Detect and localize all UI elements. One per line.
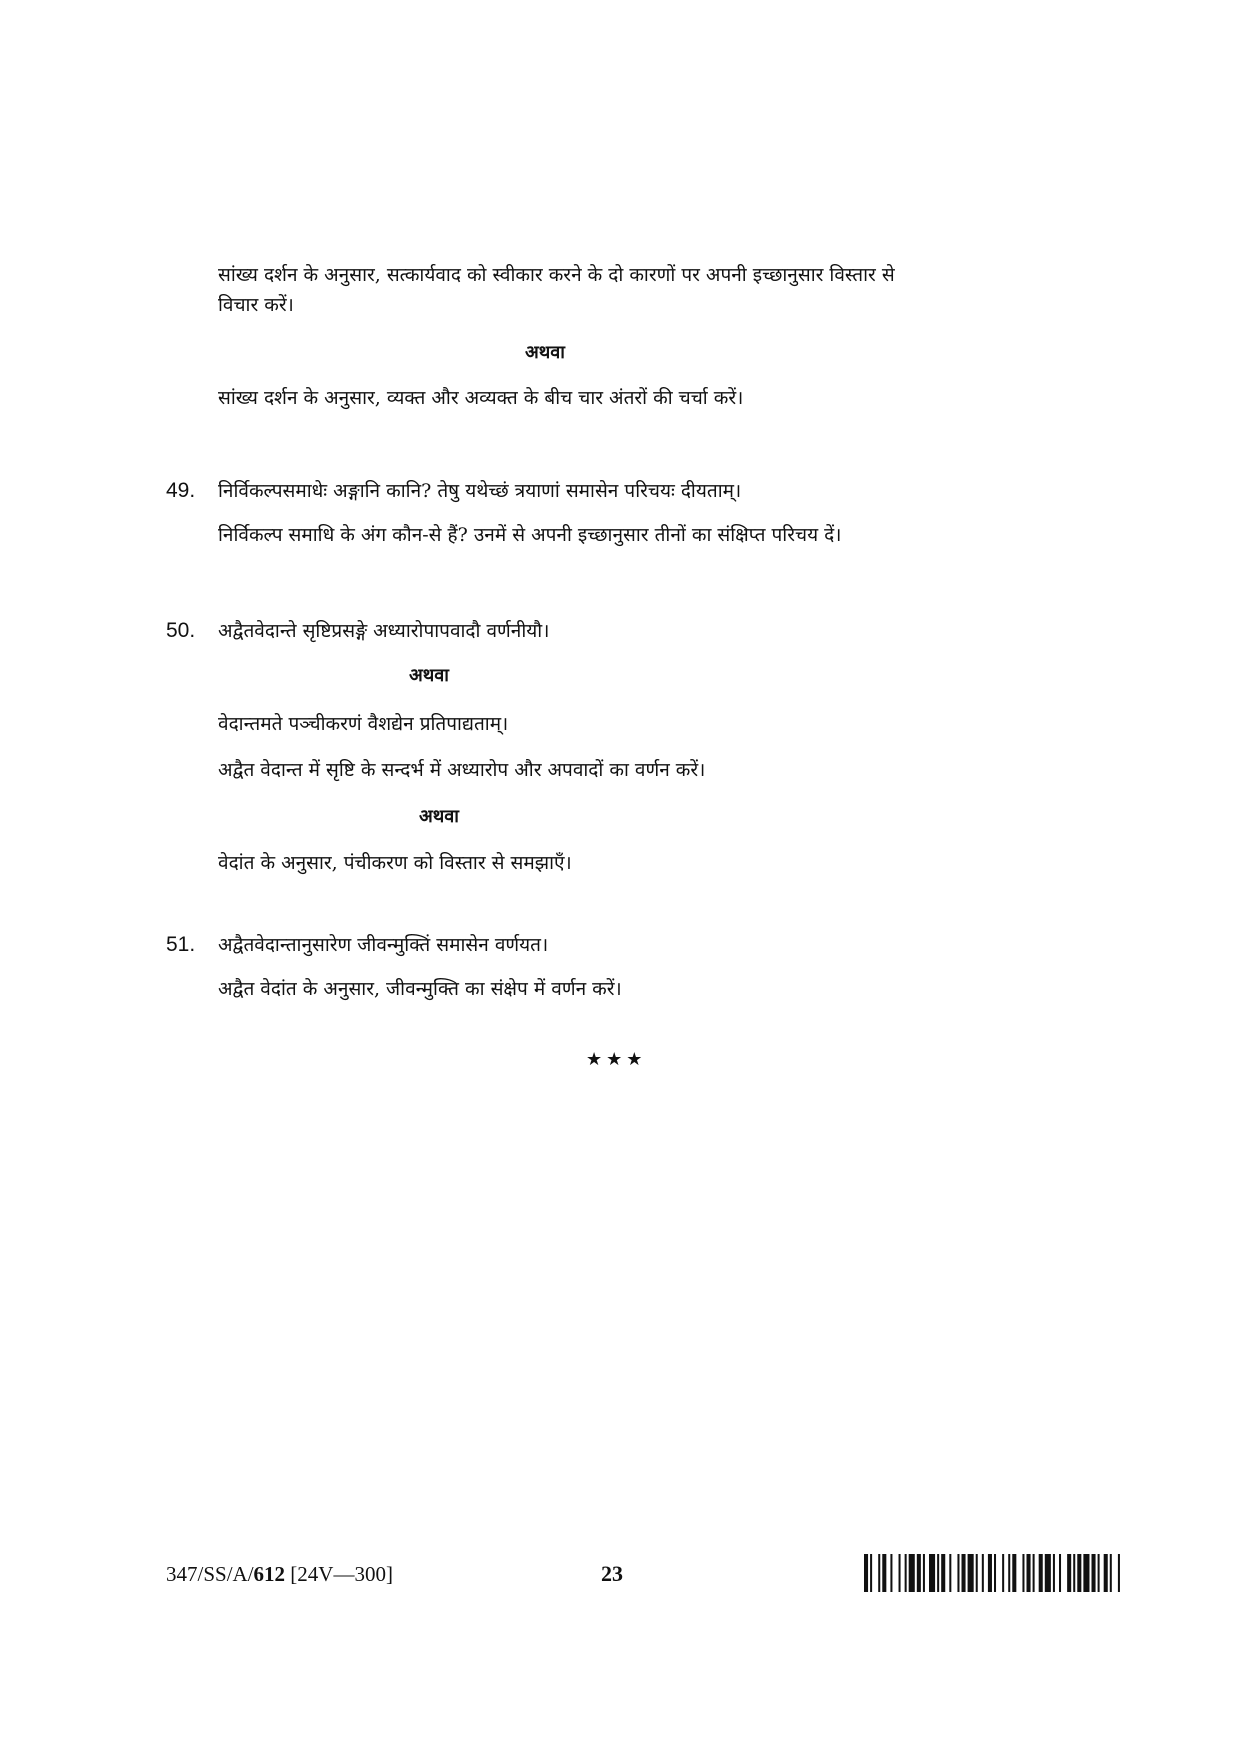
q50-hindi-text: अद्वैत वेदान्त में सृष्टि के सन्दर्भ में अध्यारोप और अपवादों का वर्णन करें। [218,759,706,781]
q50-hindi-alternative-text: वेदांत के अनुसार, पंचीकरण को विस्तार से समझाएँ। [218,852,572,874]
end-of-questions-stars: ★★★ [586,1049,647,1070]
page-number: 23 [601,1561,623,1586]
q48-alternative-text: सांख्य दर्शन के अनुसार, व्यक्त और अव्यक्त के बीच चार अंतरों की चर्चा करें। [218,387,744,409]
barcode-icon [864,1554,1124,1592]
q51-sanskrit-text: अद्वैतवेदान्तानुसारेण जीवन्मुक्तिं समासेन वर्णयत। [218,934,549,956]
paper-code-suffix: [24V—300] [285,1562,393,1586]
q48-or-label: अथवा [525,342,565,363]
q48-text-line2: विचार करें। [218,294,294,316]
paper-code-prefix: 347/SS/A/ [166,1562,254,1586]
q50-sanskrit-text: अद्वैतवेदान्ते सृष्टिप्रसङ्गे अध्यारोपापवादौ वर्णनीयौ। [218,620,550,642]
q49-sanskrit-text: निर्विकल्पसमाधेः अङ्गानि कानि? तेषु यथेच्छं त्रयाणां समासेन परिचयः दीयताम्। [218,480,742,502]
q50-or-label-1: अथवा [409,665,449,686]
q51-hindi-text: अद्वैत वेदांत के अनुसार, जीवन्मुक्ति का संक्षेप में वर्णन करें। [218,978,622,1000]
q50-sanskrit-alternative-text: वेदान्तमते पञ्चीकरणं वैशद्येन प्रतिपाद्यताम्। [218,713,509,735]
q49-hindi-text: निर्विकल्प समाधि के अंग कौन-से हैं? उनमें से अपनी इच्छानुसार तीनों का संक्षिप्त परिचय दें। [218,524,842,546]
q50-number: 50. [166,619,196,642]
paper-code [166,1561,393,1587]
paper-code-bold: 612 [253,1562,286,1586]
q51-number: 51. [166,933,196,956]
q50-or-label-2: अथवा [419,806,459,827]
q48-text-line1: सांख्य दर्शन के अनुसार, सत्कार्यवाद को स्वीकार करने के दो कारणों पर अपनी इच्छानुसार विस्तार से [218,264,895,286]
q49-number: 49. [166,479,196,502]
